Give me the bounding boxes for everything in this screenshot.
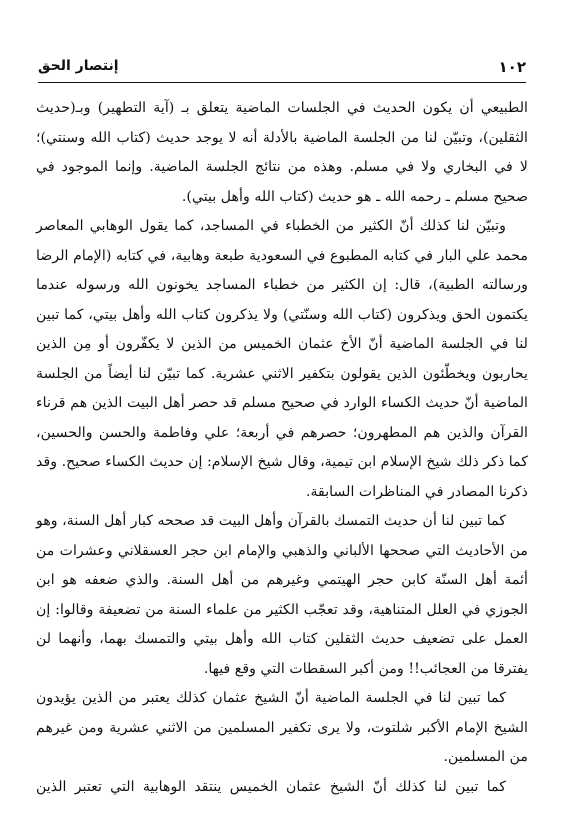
book-title: إنتصار الحق <box>38 58 119 74</box>
page-number: ١٠٢ <box>498 58 526 76</box>
paragraph: كما تبين لنا في الجلسة الماضية أنّ الشيخ عثمان كذلك يعتبر من الذين يؤيدون الشيخ الإمام الأكبر شلتوت، ولا يرى تكفير المسلمين من الاثني عشرية ومن غيرهم من المسلمين. <box>36 690 528 765</box>
paragraph: الطبيعي أن يكون الحديث في الجلسات الماضية يتعلق بـ (آية التطهير) وبـ(حديث الثقلين)، وتبيّن لنا من الجلسة الماضية بالأدلة أنه لا يوجد حديث (كتاب الله وسنتي)؛ لا في البخاري ولا في مسلم. وهذه من نتائج الجلسة الماضية. وإنما الموجود في صحيح مسلم ـ رحمه الله ـ هو حديث (كتاب الله وأهل بيتي). <box>36 100 528 205</box>
paragraph: كما تبين لنا كذلك أنّ الشيخ عثمان الخميس ينتقد الوهابية التي تعتبر الذين <box>36 778 506 795</box>
paragraph: وتبيّن لنا كذلك أنّ الكثير من الخطباء في المساجد، كما يقول الوهابي المعاصر محمد علي البار في كتابه المطبوع في السعودية طبعة وهابية، في كتابه (الإمام الرضا ورسالته الطبية)، قال: إن الكثير من خطباء المساجد يخونون الله ورسوله عندما يكتمون الحق ويذكرون (كتاب الله وسنّتي) ولا يذكرون كتاب الله وأهل بيتي، كما تبين لنا في الجلسة الماضية أنّ الأخ عثمان الخميس من الذين لا يكفّرون أو مِن الذين يحاربون ويخطّئون الذين يقولون بتكفير الاثني عشرية. كما تبيّن لنا أيضاً من الجلسة الماضية أنّ حديث الكساء الوارد في صحيح مسلم قد حصر أهل البيت الذين هم قرناء القرآن والذين هم المطهرون؛ حصرهم في أربعة؛ علي وفاطمة والحسن والحسين، كما ذكر ذلك شيخ الإسلام ابن تيمية، وقال شيخ الإسلام: إن حديث الكساء صحيح. وقد ذكرنا المصادر في المناظرات السابقة. <box>36 218 528 500</box>
page-body <box>36 94 528 802</box>
running-header <box>38 56 526 83</box>
paragraph: كما تبين لنا أن حديث التمسك بالقرآن وأهل البيت قد صححه كبار أهل السنة، وهو من الأحاديث التي صححها الألباني والذهبي والإمام ابن حجر العسقلاني وعشرات من أئمة أهل السنّة كابن حجر الهيتمي وغيرهم من أهل السنة. والذي ضعفه هو ابن الجوزي في العلل المتناهية، وقد تعجّب الكثير من علماء السنة من تضعيفة وقالوا: إن العمل على تضعيف حديث الثقلين كتاب الله وأهل بيتي والتمسك بهما، وأنهما لن يفترقا من العجائب!! ومن أكبر السقطات التي وقع فيها. <box>36 513 528 677</box>
